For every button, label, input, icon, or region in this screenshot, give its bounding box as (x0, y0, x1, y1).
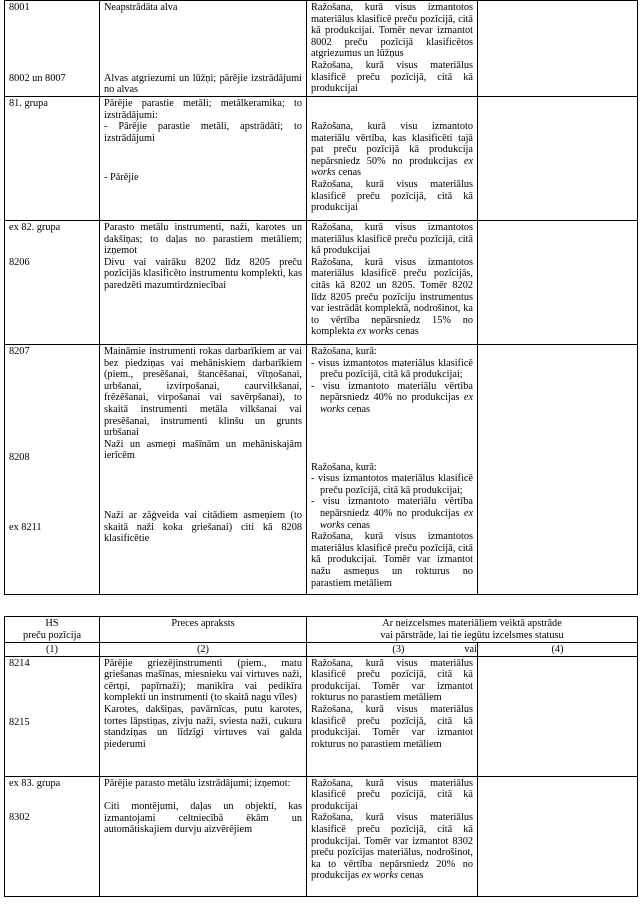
rule-list-item: - visu izmantoto materiālu vērtība nepārsniedz 40% no produkcijas ex works cenas (311, 380, 474, 415)
table-row (5, 221, 638, 345)
hs-code: ex 83. grupa (9, 777, 61, 789)
description-cell (100, 97, 307, 221)
hs-code: 81. grupa (9, 98, 48, 109)
hs-code: 8001 (9, 2, 30, 13)
rule-text: Ražošana, kurā visus materiālus klasificē preču pozīcijā, citā kā produkcijai. Tomēr var izmantot 8302 preču pozīcijas materiālus, nodrošinot, ka to vērtība nepārsniedz 20% no produkcijas ex works cenas (311, 812, 473, 882)
description: - Pārējie parastie metāli, apstrādāti; to izstrādājumi (104, 121, 302, 144)
alt-rule-cell (478, 656, 638, 776)
header-hs-code: HS preču pozīcija (5, 617, 100, 643)
hs-code-cell (5, 776, 100, 896)
description: Parasto metālu instrumenti, naži, karotes un dakšiņas; to daļas no parastiem metāliem; izņemot (104, 222, 302, 257)
table-header-row (5, 617, 638, 643)
rule-text: Ražošana, kurā visus izmantotos materiālus klasificē preču pozīcijās, citās kā 8202 un 8205. Tomēr 8202 līdz 8205 preču pozīciju instrumentus var iestrādāt komplektā, nodrošinot, ka to vērtība nepārsniedz 15% no komplekta ex works cenas (311, 256, 473, 338)
description: - Pārējie (104, 172, 139, 184)
header-num-4: (4) (478, 643, 638, 657)
rules-table-lower (4, 616, 638, 897)
table-row (5, 776, 638, 896)
rule-cell (307, 221, 478, 345)
rule-cell (307, 776, 478, 896)
description: Naži un asmeņi mašīnām un mehāniskajām ierīcēm (104, 438, 302, 462)
description-cell (100, 345, 307, 595)
header-description: Preces apraksts (100, 617, 307, 643)
description: Maināmie instrumenti rokas darbarīkiem ar vai bez piedziņas vai mehāniskiem darbarīkiem (piem., presēšanai, štancēšanai, vītņošanai, urbšanai, izvirpošanai, caurvilkšanai, frēzēšanai, virpošanai vai savērpšanai), to skaitā instrumenti metāla vilkšanai vai presēšanai, instrumenti klinšu un grunts urbšanai (104, 346, 302, 439)
table-row (5, 345, 638, 595)
hs-code: 8215 (9, 717, 30, 729)
rule-text: Ražošana, kurā visus materiālus klasificē preču pozīcijā, citā kā produkcijai (311, 59, 473, 95)
table-row (5, 97, 638, 221)
rule-text: Ražošana, kurā visus izmantotos materiālus klasificē preču pozīcijā, citā kā produkcijai. Tomēr var izmantot nažu asmeņus un rokturus no parastiem metāliem (311, 531, 473, 589)
rule-text: Ražošana, kurā visus izmantotos materiālus klasificē preču pozīcijā, citā kā produkcijai. Tomēr nevar izmantot 8002 preču pozīcijā klasificētos atgriezumus un lūžņus (311, 2, 473, 60)
rule-cell (307, 656, 478, 776)
header-num-3: (3) vai (307, 643, 478, 657)
hs-code: 8206 (9, 256, 30, 268)
rule-cell (307, 97, 478, 221)
description: Citi montējumi, daļas un objekti, kas izmantojami celtniecībā ēkām un automātiskajiem durvju aizvērējiem (104, 801, 302, 836)
alt-rule-cell (478, 1, 638, 97)
alt-rule-cell (478, 345, 638, 595)
hs-code: 8207 (9, 346, 30, 357)
header-num-1: (1) (5, 643, 100, 657)
description-cell (100, 221, 307, 345)
rule-text: Ražošana, kurā: (311, 346, 377, 357)
hs-code: 8208 (9, 451, 30, 463)
hs-code: ex 8211 (9, 522, 42, 534)
table-row (5, 656, 638, 776)
hs-code-cell (5, 345, 100, 595)
description: Neapstrādāta alva (104, 2, 178, 13)
description: Naži ar zāģveida vai citādiem asmeņiem (to skaitā naži koka griešanai) citi kā 8208 klasificētie (104, 509, 302, 545)
header-num-2: (2) (100, 643, 307, 657)
rule-text: Ražošana, kurā visus materiālus klasificē preču pozīcijā, citā kā produkcijai. Tomēr var izmantot rokturus no parastiem metāliem (311, 703, 473, 750)
rule-list-item: - visu izmantoto materiālu vērtība nepārsniedz 40% no produkcijas ex works cenas (311, 496, 474, 531)
description-cell (100, 1, 307, 97)
alt-rule-cell (478, 97, 638, 221)
rule-text: Ražošana, kurā visu izmantoto materiālu vērtība, kas klasificēti tajā pat preču pozīcijā kā produkcija nepārsniedz 50% no produkcijas ex works cenas (311, 121, 474, 179)
description: Pārējie griezējinstrumenti (piem., matu griešanas mašīnas, miesnieku vai virtuves naži, cērtņi, papīrnaži); manikīra vai pedikīra komplekti un instrumenti (to skaitā nagu vīles) (104, 657, 302, 704)
hs-code-cell (5, 221, 100, 345)
description: Divu vai vairāku 8202 līdz 8205 preču pozīcijās klasificēto instrumentu komplekti, kas paredzēti mazumtirdzniecībai (104, 256, 302, 291)
description: Pārējie parasto metālu izstrādājumi; izņemot: (104, 777, 291, 789)
rule-cell (307, 345, 478, 595)
rule-cell (307, 1, 478, 97)
rule-text: Ražošana, kurā: (311, 461, 377, 473)
description: Pārējie parastie metāli; metālkeramika; to izstrādājumi: (104, 98, 302, 121)
rule-text: Ražošana, kurā visus materiālus klasificē preču pozīcijā, citā kā produkcijai (311, 777, 473, 812)
alt-rule-cell (478, 776, 638, 896)
table-header-numbers (5, 643, 638, 657)
hs-code: 8302 (9, 812, 30, 824)
hs-code-cell (5, 1, 100, 97)
rule-text: Ražošana, kurā visus izmantotos materiālus klasificē preču pozīcijā, citā kā produkcijai (311, 222, 473, 257)
rule-list-item: - visus izmantotos materiālus klasificē preču pozīcijā, citā kā produkcijai; (311, 473, 473, 496)
description: Alvas atgriezumi un lūžņi; pārējie izstrādājumi no alvas (104, 72, 302, 96)
rule-text: Ražošana, kurā visus materiālus klasificē preču pozīcijā, citā kā produkcijai. Tomēr var izmantot rokturus no parastiem metāliem (311, 657, 473, 704)
header-processing: Ar neizcelsmes materiāliem veiktā apstrāde vai pārstrāde, lai tie iegūtu izcelsmes statusu (307, 617, 638, 643)
table-row (5, 1, 638, 97)
description-cell (100, 656, 307, 776)
hs-code: 8002 un 8007 (9, 72, 66, 84)
rule-text: Ražošana, kurā visus materiālus klasificē preču pozīcijā, citā kā produkcijai (311, 178, 473, 214)
hs-code: ex 82. grupa (9, 222, 61, 233)
description: Karotes, dakšiņas, pavārnīcas, putu karotes, tortes lāpstiņas, zivju naži, sviesta naži, cukura standziņas un līdzīgi virtuves vai galda piederumi (104, 703, 302, 750)
hs-code: 8214 (9, 657, 30, 669)
rules-table-upper (4, 0, 638, 595)
description-cell (100, 776, 307, 896)
hs-code-cell (5, 97, 100, 221)
hs-code-cell (5, 656, 100, 776)
rule-list-item: - visus izmantotos materiālus klasificē preču pozīcijā, citā kā produkcijai; (311, 357, 473, 381)
alt-rule-cell (478, 221, 638, 345)
